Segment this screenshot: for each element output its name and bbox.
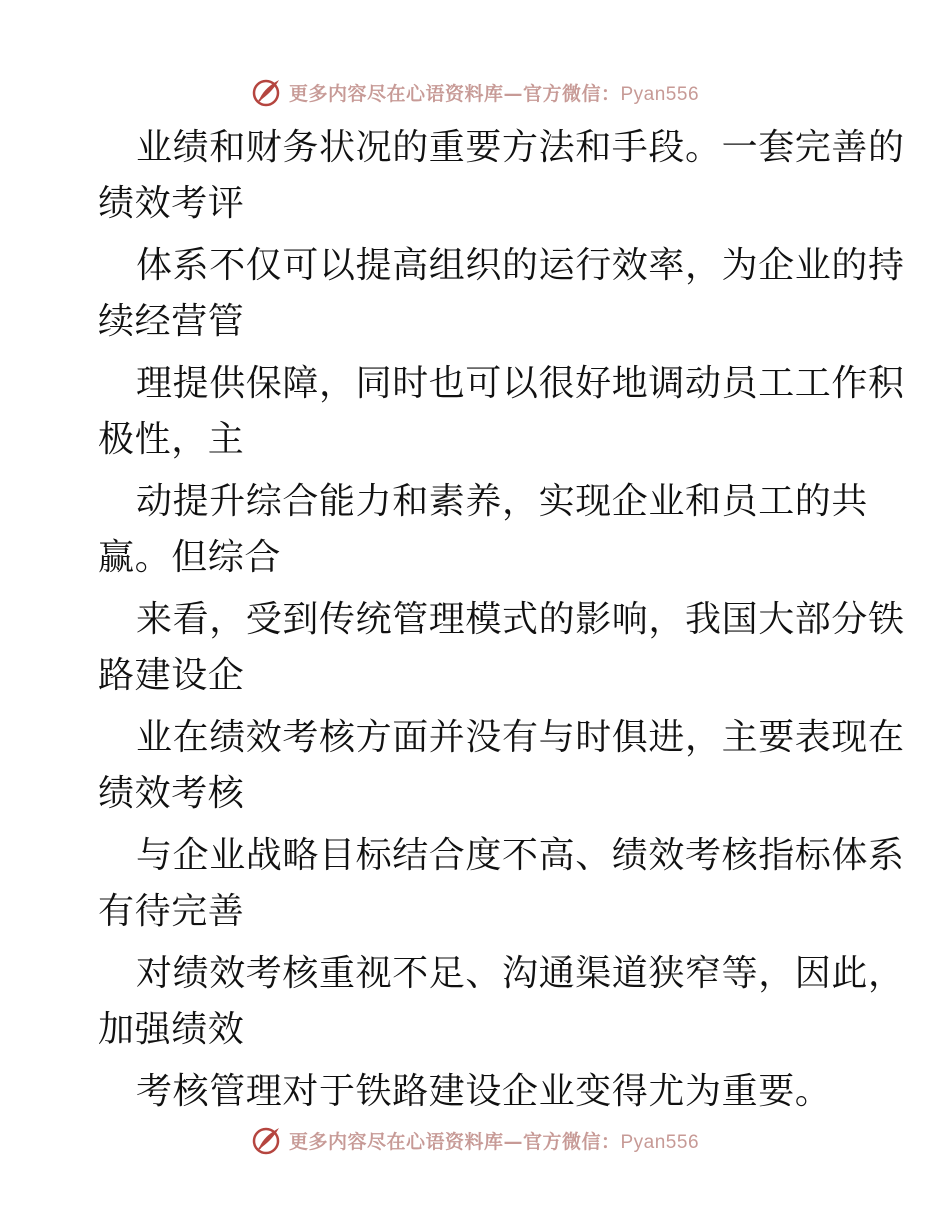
body-line: 考核管理对于铁路建设企业变得尤为重要。 (136, 1071, 832, 1112)
body-line: 动提升综合能力和素养，实现企业和员工的共 (136, 481, 869, 522)
footer-banner-text: 更多内容尽在心语资料库—官方微信：Pyan556 (288, 1130, 700, 1153)
body-line: 极性，主 (98, 419, 245, 460)
body-line: 加强绩效 (98, 1009, 245, 1050)
quill-logo-icon (251, 1124, 283, 1156)
body-line: 续经营管 (98, 301, 245, 342)
body-line: 与企业战略目标结合度不高、绩效考核指标体系 (136, 835, 905, 876)
body-line: 绩效考核 (98, 773, 245, 814)
body-line: 来看，受到传统管理模式的影响，我国大部分铁 (136, 599, 905, 640)
header-banner-text: 更多内容尽在心语资料库—官方微信：Pyan556 (288, 82, 700, 105)
quill-logo-icon (251, 76, 283, 108)
body-line: 赢。但综合 (98, 537, 282, 578)
body-line: 有待完善 (98, 891, 245, 932)
body-line: 理提供保障，同时也可以很好地调动员工工作积 (136, 363, 905, 404)
body-line: 对绩效考核重视不足、沟通渠道狭窄等，因此， (136, 953, 905, 994)
body-line: 体系不仅可以提高组织的运行效率，为企业的持 (136, 245, 905, 286)
body-line: 绩效考评 (98, 183, 245, 224)
footer-banner (0, 1120, 950, 1160)
header-wechat-id: Pyan556 (620, 83, 700, 105)
body-line: 路建设企 (98, 655, 245, 696)
body-line: 业绩和财务状况的重要方法和手段。一套完善的 (136, 127, 905, 168)
footer-wechat-id: Pyan556 (620, 1131, 700, 1153)
header-banner (0, 72, 950, 112)
body-line: 业在绩效考核方面并没有与时俱进，主要表现在 (136, 717, 905, 758)
